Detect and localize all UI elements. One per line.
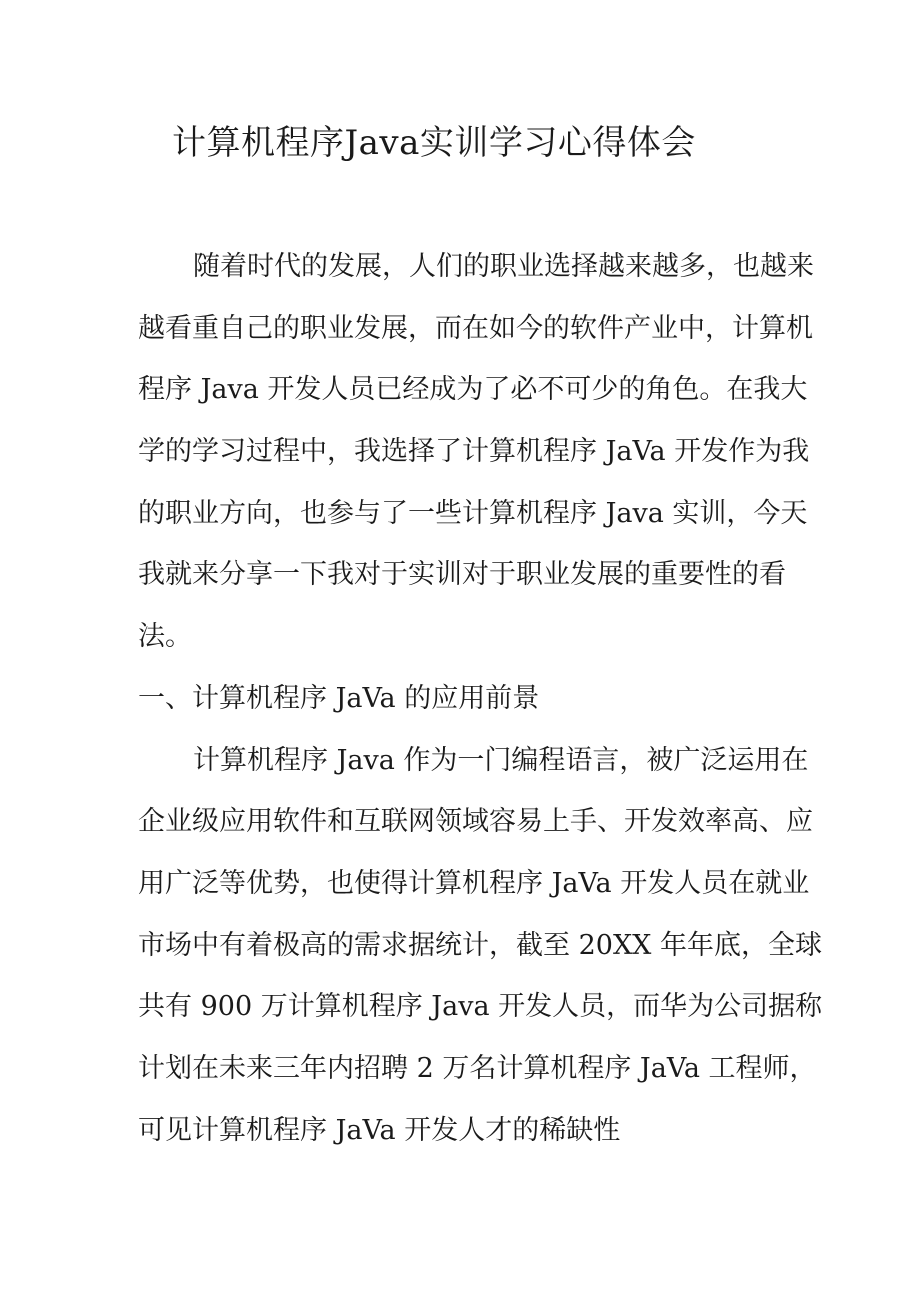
paragraph-line: 计划在未来三年内招聘 2 万名计算机程序 JaVa 工程师， <box>138 1052 817 1084</box>
paragraph-line: 可见计算机程序 JaVa 开发人才的稀缺性 <box>138 1114 621 1146</box>
paragraph-line: 学的学习过程中，我选择了计算机程序 JaVa 开发作为我 <box>138 436 810 468</box>
paragraph-line: 市场中有着极高的需求据统计，截至 20XX 年年底，全球 <box>138 929 822 961</box>
document-title: 计算机程序Java实训学习心得体会 <box>172 123 696 163</box>
paragraph-line: 我就来分享一下我对于实训对于职业发展的重要性的看 <box>138 559 786 591</box>
paragraph-line: 用广泛等优势，也使得计算机程序 JaVa 开发人员在就业 <box>138 867 810 899</box>
paragraph-line: 程序 Java 开发人员已经成为了必不可少的角色。在我大 <box>138 374 808 406</box>
paragraph-line: 法。 <box>138 621 192 653</box>
section-heading: 一、计算机程序 JaVa 的应用前景 <box>138 682 540 714</box>
paragraph-line: 计算机程序 Java 作为一门编程语言，被广泛运用在 <box>193 744 809 776</box>
paragraph-line: 企业级应用软件和互联网领域容易上手、开发效率高、应 <box>138 806 813 838</box>
paragraph-line: 越看重自己的职业发展，而在如今的软件产业中，计算机 <box>138 312 813 344</box>
paragraph-line: 共有 900 万计算机程序 Java 开发人员，而华为公司据称 <box>138 991 823 1023</box>
paragraph-line: 随着时代的发展，人们的职业选择越来越多，也越来 <box>193 251 814 282</box>
paragraph-line: 的职业方向，也参与了一些计算机程序 Java 实训，今天 <box>138 497 808 529</box>
document-body <box>138 236 823 1161</box>
